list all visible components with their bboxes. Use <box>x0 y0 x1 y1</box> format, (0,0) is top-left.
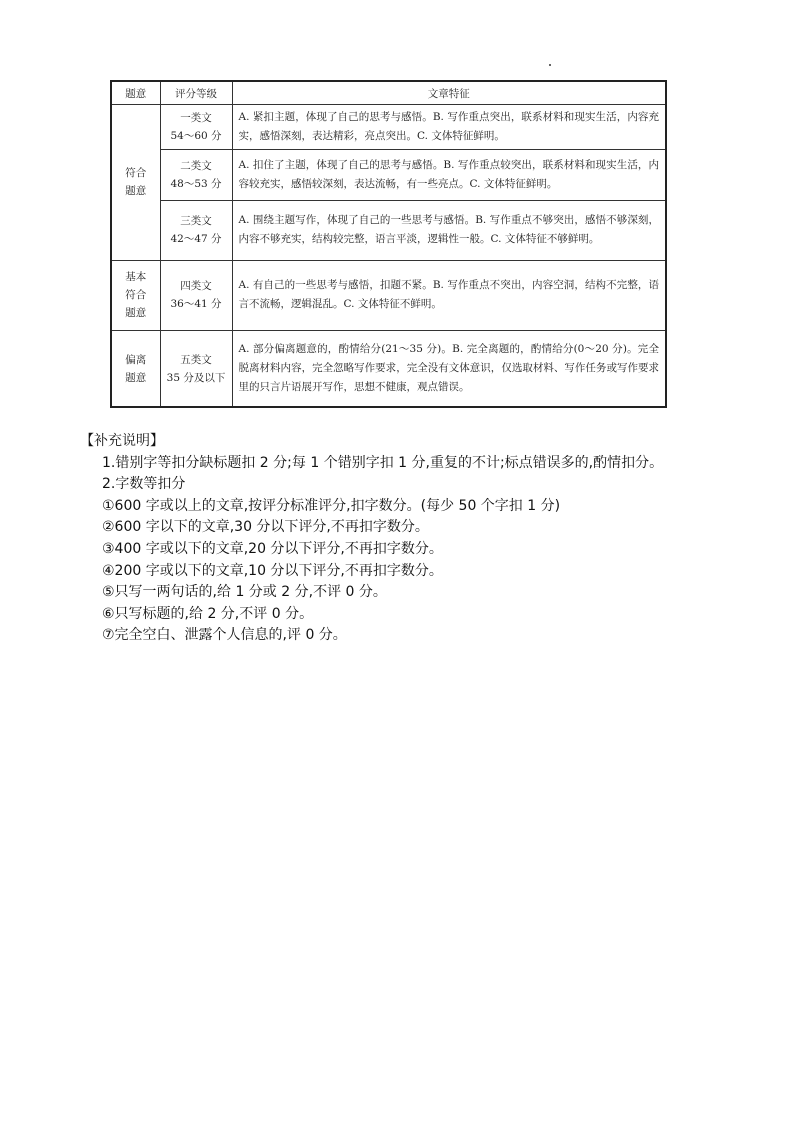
table-row <box>111 105 666 150</box>
grade-cell: 三类文 42～47 分 <box>160 200 232 260</box>
category-cell: 偏离 题意 <box>111 331 160 407</box>
features-cell: A. 有自己的一些思考与感悟，扣题不紧。B. 写作重点不突出，内容空洞，结构不完整，语言不流畅，逻辑混乱。C. 文体特征不鲜明。 <box>232 260 666 330</box>
grade-cell: 二类文 48～53 分 <box>160 150 232 200</box>
header-features: 文章特征 <box>232 81 666 105</box>
features-cell: A. 扣住了主题，体现了自己的思考与感悟。B. 写作重点较突出，联系材料和现实生活，内容较充实，感悟较深刻，表达流畅，有一些亮点。C. 文体特征鲜明。 <box>232 150 666 200</box>
grade-cell: 一类文 54～60 分 <box>160 105 232 150</box>
supplementary-notes <box>80 431 740 647</box>
table-row <box>111 260 666 330</box>
table-row <box>111 200 666 260</box>
category-cell: 基本 符合 题意 <box>111 260 160 330</box>
notes-title: 【补充说明】 <box>80 433 164 449</box>
note-item-typos: 1.错别字等扣分缺标题扣 2 分;每 1 个错别字扣 1 分,重复的不计;标点错误多的,酌情扣分。 <box>102 454 664 471</box>
features-cell: A. 紧扣主题，体现了自己的思考与感悟。B. 写作重点突出，联系材料和现实生活，内容充实，感悟深刻，表达精彩，亮点突出。C. 文体特征鲜明。 <box>232 105 666 150</box>
header-grade: 评分等级 <box>160 81 232 105</box>
table-row <box>111 150 666 200</box>
category-cell: 符合 题意 <box>111 105 160 261</box>
grade-cell: 四类文 36～41 分 <box>160 260 232 330</box>
note-subitem: ⑤只写一两句话的,给 1 分或 2 分,不评 0 分。 <box>102 584 387 601</box>
note-subitem: ①600 字或以上的文章,按评分标准评分,扣字数分。(每少 50 个字扣 1 分) <box>102 497 561 514</box>
grade-cell: 五类文 35 分及以下 <box>160 331 232 407</box>
note-subitem: ③400 字或以下的文章,20 分以下评分,不再扣字数分。 <box>102 540 443 557</box>
scoring-rubric-table <box>110 80 667 408</box>
table-row <box>111 331 666 407</box>
scan-speck <box>549 64 551 66</box>
features-cell: A. 部分偏离题意的，酌情给分(21～35 分)。B. 完全离题的，酌情给分(0～20 分)。完全脱离材料内容，完全忽略写作要求，完全没有文体意识，仅选取材料、写作任务或写作要求里的只言片语展开写作，思想不健康，观点错误。 <box>232 331 666 407</box>
features-cell: A. 围绕主题写作，体现了自己的一些思考与感悟。B. 写作重点不够突出，感悟不够深刻，内容不够充实，结构较完整，语言平淡，逻辑性一般。C. 文体特征不够鲜明。 <box>232 200 666 260</box>
table-header-row <box>111 81 666 105</box>
header-topic: 题意 <box>111 81 160 105</box>
note-subitem: ⑦完全空白、泄露个人信息的,评 0 分。 <box>102 627 347 644</box>
note-subitem: ⑥只写标题的,给 2 分,不评 0 分。 <box>102 605 314 622</box>
note-subitem: ④200 字或以下的文章,10 分以下评分,不再扣字数分。 <box>102 562 443 579</box>
note-subitem: ②600 字以下的文章,30 分以下评分,不再扣字数分。 <box>102 519 429 536</box>
note-item-word-count: 2.字数等扣分 <box>102 476 186 493</box>
